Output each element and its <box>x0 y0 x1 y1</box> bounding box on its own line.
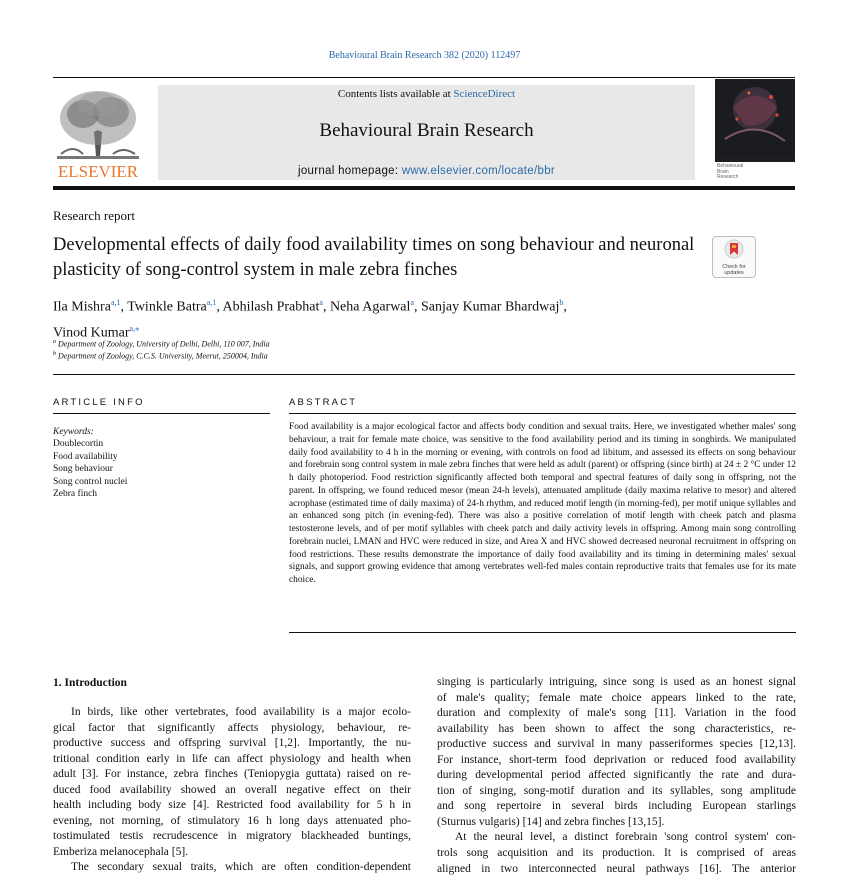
author-name[interactable]: Vinod Kumar <box>53 325 130 341</box>
contents-line <box>158 88 695 100</box>
body-text-line: productive success and offspring survival [1,2]. Importantly, the nu- <box>53 737 411 750</box>
cover-art-icon <box>715 79 795 157</box>
publisher-wordmark: ELSEVIER <box>57 162 139 181</box>
body-text-line: and song repertoire in several birds including European starlings <box>437 800 796 813</box>
body-text-line: during developmental period affected significantly the rate and dura- <box>437 769 796 782</box>
keyword-item[interactable]: Song control nuclei <box>53 476 128 487</box>
keyword-item[interactable]: Food availability <box>53 451 118 462</box>
body-text-line: duced food availability showed an overall negative effect on their <box>53 783 411 796</box>
keyword-item[interactable]: Song behaviour <box>53 464 113 475</box>
author-affiliation-mark[interactable]: b <box>559 298 564 307</box>
keywords-block <box>53 426 127 500</box>
body-text-line: Emberiza melanocephala [5]. <box>53 845 189 858</box>
body-text-line: singing is particularly intriguing, since song is used as an honest signal <box>437 676 796 688</box>
cover-caption: Behavioural Brain Research <box>715 162 795 182</box>
body-text-line: tritional condition early in life can affect physiology and health when <box>53 752 411 765</box>
body-text-line: of male's quality; female mate choice appears linked to the rate, <box>437 691 796 704</box>
body-text-line: health including body size [4]. Restricted food availability for 5 h in <box>53 799 411 812</box>
sciencedirect-link[interactable]: ScienceDirect <box>453 88 516 100</box>
title-bottom-rule <box>53 374 795 375</box>
author-name[interactable]: Twinkle Batra <box>127 299 207 315</box>
body-text-line: evening, not morning, of stimulatory 16 h long days attenuated pho- <box>53 814 411 827</box>
author-list: Ila Mishra$^{a,1}$, Twinkle Batra$^{a,1}$, Abhilash Prabhat$^a$, Neha Agarwal$^a$, Sanjay Kumar Bhardwaj$^b$, Vinod Kumar$^{a,⁎}$ <box>53 298 567 341</box>
body-text-line: At the neural level, a distinct forebrain 'song control system' con- <box>455 831 796 844</box>
body-text-line: availability has been shown to affect the song characteristics, re- <box>437 722 796 735</box>
body-text-line: gical factor that significantly affects physiology, behaviour, re- <box>53 721 411 734</box>
body-left-column <box>53 705 411 876</box>
affiliation-text: Department of Zoology, University of Delhi, Delhi, 110 007, India <box>58 339 270 349</box>
header-thick-rule <box>53 186 795 190</box>
affiliation-a <box>53 339 270 349</box>
author-name[interactable]: Neha Agarwal <box>329 299 411 315</box>
author-affiliation-mark[interactable]: a,1 <box>206 298 217 307</box>
elsevier-tree-logo <box>53 84 143 184</box>
body-text-line: The secondary sexual traits, which are often condition-dependent <box>71 861 411 874</box>
abstract-top-rule <box>289 413 796 414</box>
journal-cover-thumbnail[interactable] <box>715 79 795 182</box>
author-name[interactable]: Ila Mishra <box>53 299 111 315</box>
affiliation-mark: a <box>53 339 56 345</box>
author-affiliation-mark[interactable]: a <box>319 298 323 307</box>
abstract-bottom-rule <box>289 632 796 633</box>
abstract-heading: ABSTRACT <box>289 397 358 408</box>
author-affiliation-mark[interactable]: a,1 <box>110 298 121 307</box>
abstract-text: Food availability is a major ecological factor and affects body condition and sexual traits. Here, we investigated whether males' song behaviour, a trait for female mate choice, was sensitive to the food availability period and its timing in songbirds. We manipulated daily food availability to 4 h in the morning or evening, with controls on food ad libitum, and assessed its effects on song behaviour and forebrain song control system in male zebra finches that were held as adult (parent) or offspring (since birth) at 24 ± 2 °C under 12 h daily photoperiod. Food restriction significantly affected both temporal and spectral features of daily song in offspring, not the parent. In offspring, we found reduced mesor (mean 24-h levels), attenuated amplitude (daily maxima relative to mesor) and altered acrophase (estimated time of daily maxima) of 24-h rhythm, and reduced motif length (in morning-fed), per motif unique syllables and an enhanced song pitch (in evening-fed). There was also a positive correlation of motif length with cheek patch and plasma testosterone levels, and of per motif syllables with cheek patch and daily activity levels in offspring. Among main song controlling forebrain nuclei, LMAN and HVC were reduced in size, and Area X and HVC showed decreased neuronal recruitment in offspring on food restrictions. These results demonstrate the importance of daily food availability and its timing in determining males' sexual signals, and support growing evidence that among vertebrates well-fed males contain reproductive traits that females use for its mate choice. <box>289 422 796 585</box>
body-text-line: In birds, like other vertebrates, food availability is a major ecolo- <box>71 706 411 718</box>
body-text-line: (Sturnus vulgaris) [14] and zebra finches [13,15]. <box>437 815 665 828</box>
author-name[interactable]: Abhilash Prabhat <box>222 299 320 315</box>
body-text-line: productive success and survival in many passeriformes species [12,13]. <box>437 738 796 751</box>
check-for-updates-button[interactable] <box>712 236 756 278</box>
bookmark-ribbon-icon <box>724 239 744 259</box>
journal-name: Behavioural Brain Research <box>319 120 534 141</box>
journal-citation[interactable]: Behavioural Brain Research 382 (2020) 112497 <box>328 50 521 61</box>
keyword-item[interactable]: Zebra finch <box>53 489 98 500</box>
keyword-item[interactable]: Doublecortin <box>53 439 104 450</box>
body-text-line: For instance, short-term food deprivation or reduced food availability <box>437 753 796 766</box>
author-affiliation-mark[interactable]: a,⁎ <box>129 323 140 333</box>
header-top-rule <box>53 77 795 78</box>
body-text-line: tion of singing, song-motif duration and its syllables, song amplitude <box>437 784 796 797</box>
body-text-line: duration and complexity of male's song [11]. Variation in the food <box>437 707 796 720</box>
author-name[interactable]: Sanjay Kumar Bhardwaj <box>420 299 560 315</box>
affiliation-mark: b <box>53 351 56 357</box>
keywords-label: Keywords: <box>53 427 94 437</box>
check-updates-label: Check for updates <box>722 264 746 276</box>
contents-prefix: Contents lists available at <box>337 88 454 100</box>
body-right-column <box>437 675 796 877</box>
article-info-rule <box>53 413 270 414</box>
journal-homepage-link[interactable]: www.elsevier.com/locate/bbr <box>401 165 556 177</box>
affiliation-b <box>53 351 268 361</box>
body-text-line: aligned in two interconnected neural pathways [16]. The anterior <box>437 862 796 875</box>
article-info-heading: ARTICLE INFO <box>53 397 145 408</box>
body-text-line: adult [3]. For instance, zebra finches (Teniopygia guttata) raised on re- <box>53 768 411 781</box>
homepage-prefix: journal homepage: <box>297 165 402 177</box>
affiliation-text: Department of Zoology, C.C.S. University, Meerut, 250004, India <box>58 351 268 361</box>
body-text-line: trols song acquisition and its production. It is comprised of areas <box>437 847 796 860</box>
author-affiliation-mark[interactable]: a <box>410 298 414 307</box>
section-heading-introduction: 1. Introduction <box>53 677 127 689</box>
homepage-line <box>158 165 695 177</box>
article-title: Developmental effects of daily food availability times on song behaviour and neuronal plasticity of song-control system in male zebra finches <box>53 235 695 280</box>
body-text-line: tostimulated testis recrudescence in migratory blackheaded buntings, <box>53 830 411 843</box>
article-type: Research report <box>53 208 135 223</box>
